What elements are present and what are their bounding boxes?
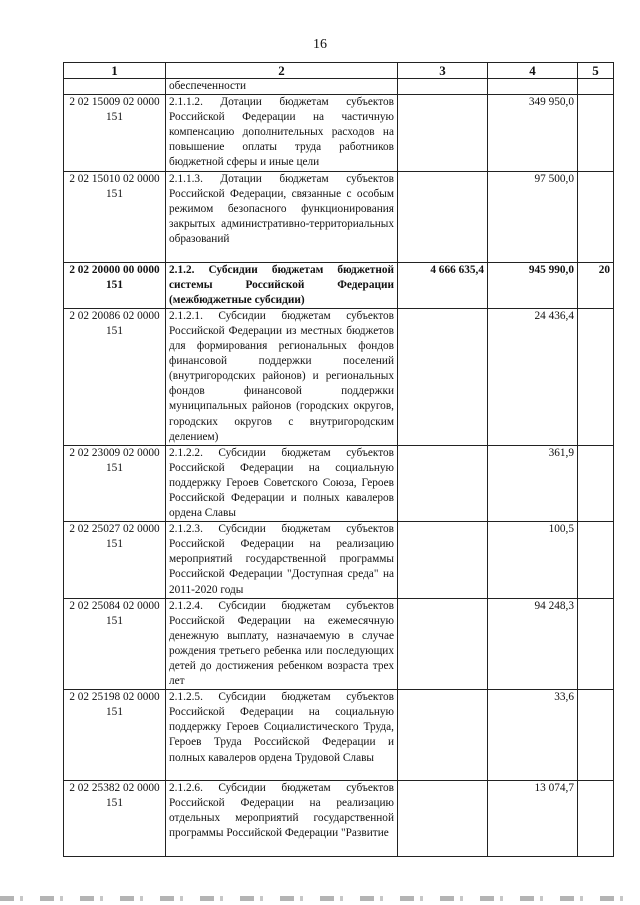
scan-edge-artifact: [0, 896, 640, 901]
description-cell: 2.1.1.2. Дотации бюджетам субъектов Российской Федерации на частичную компенсацию дополнительных расходов на повышение оплаты труда работников бюджетной сферы и иные цели: [166, 95, 398, 171]
amount-col3-cell: 4 666 635,4: [398, 262, 488, 308]
amount-col4-cell: 94 248,3: [488, 598, 578, 690]
index-col5-cell: [578, 171, 614, 262]
code-cell: 2 02 25198 02 0000 151: [64, 690, 166, 781]
amount-col4-cell: 361,9: [488, 445, 578, 521]
description-cell: 2.1.2.2. Субсидии бюджетам субъектов Российской Федерации на социальную поддержку Героев Советского Союза, Героев Российской Федерации и полных кавалеров ордена Славы: [166, 445, 398, 521]
table-row: [64, 171, 614, 262]
amount-col4-cell: 13 074,7: [488, 781, 578, 857]
description-cell: обеспеченности: [166, 79, 398, 95]
description-cell: 2.1.2. Субсидии бюджетам бюджетной системы Российской Федерации (межбюджетные субсидии): [166, 262, 398, 308]
header-col-5: 5: [578, 63, 614, 79]
code-cell: 2 02 15009 02 0000 151: [64, 95, 166, 171]
table-row: [64, 522, 614, 598]
index-col5-cell: [578, 445, 614, 521]
code-cell: 2 02 15010 02 0000 151: [64, 171, 166, 262]
amount-col3-cell: [398, 95, 488, 171]
description-cell: 2.1.2.4. Субсидии бюджетам субъектов Российской Федерации на ежемесячную денежную выплату, назначаемую в случае рождения третьего ребенка или последующих детей до достижения ребенком возраста трех лет: [166, 598, 398, 690]
index-col5-cell: [578, 308, 614, 445]
budget-table: [63, 62, 614, 857]
code-cell: 2 02 25084 02 0000 151: [64, 598, 166, 690]
description-cell: 2.1.2.1. Субсидии бюджетам субъектов Российской Федерации из местных бюджетов для формирования региональных фондов финансовой поддержки поселений (внутригородских районов) и региональных фондов финансовой поддержки муниципальных районов (городских округов, городских округов с внутригородским делением): [166, 308, 398, 445]
header-col-2: 2: [166, 63, 398, 79]
code-cell: 2 02 25027 02 0000 151: [64, 522, 166, 598]
table-row: [64, 262, 614, 308]
header-col-4: 4: [488, 63, 578, 79]
index-col5-cell: [578, 690, 614, 781]
amount-col3-cell: [398, 79, 488, 95]
table-row: [64, 781, 614, 857]
amount-col3-cell: [398, 522, 488, 598]
index-col5-cell: [578, 95, 614, 171]
amount-col3-cell: [398, 171, 488, 262]
code-cell: 2 02 20000 00 0000 151: [64, 262, 166, 308]
table-row: [64, 690, 614, 781]
code-cell: 2 02 23009 02 0000 151: [64, 445, 166, 521]
index-col5-cell: [578, 79, 614, 95]
amount-col4-cell: 24 436,4: [488, 308, 578, 445]
table-row: [64, 79, 614, 95]
index-col5-cell: [578, 522, 614, 598]
table-row: [64, 598, 614, 690]
index-col5-cell: [578, 781, 614, 857]
description-cell: 2.1.1.3. Дотации бюджетам субъектов Российской Федерации, связанные с особым режимом безопасного функционирования закрытых административно-территориальных образований: [166, 171, 398, 262]
amount-col4-cell: 100,5: [488, 522, 578, 598]
amount-col3-cell: [398, 690, 488, 781]
table-row: [64, 308, 614, 445]
table-body: [64, 79, 614, 857]
amount-col4-cell: 945 990,0: [488, 262, 578, 308]
header-col-1: 1: [64, 63, 166, 79]
amount-col3-cell: [398, 598, 488, 690]
amount-col3-cell: [398, 445, 488, 521]
amount-col4-cell: 349 950,0: [488, 95, 578, 171]
description-cell: 2.1.2.5. Субсидии бюджетам субъектов Российской Федерации на социальную поддержку Героев Социалистического Труда, Героев Труда Российской Федерации и полных кавалеров ордена Трудовой Славы: [166, 690, 398, 781]
table-header-row: [64, 63, 614, 79]
index-col5-cell: [578, 598, 614, 690]
description-cell: 2.1.2.6. Субсидии бюджетам субъектов Российской Федерации на реализацию отдельных мероприятий государственной программы Российской Федерации "Развитие: [166, 781, 398, 857]
amount-col3-cell: [398, 781, 488, 857]
amount-col3-cell: [398, 308, 488, 445]
amount-col4-cell: 97 500,0: [488, 171, 578, 262]
index-col5-cell: 20: [578, 262, 614, 308]
amount-col4-cell: 33,6: [488, 690, 578, 781]
header-col-3: 3: [398, 63, 488, 79]
page-number: 16: [313, 37, 327, 52]
code-cell: 2 02 20086 02 0000 151: [64, 308, 166, 445]
description-cell: 2.1.2.3. Субсидии бюджетам субъектов Российской Федерации на реализацию мероприятий государственной программы Российской Федерации "Доступная среда" на 2011-2020 годы: [166, 522, 398, 598]
code-cell: [64, 79, 166, 95]
table-row: [64, 445, 614, 521]
code-cell: 2 02 25382 02 0000 151: [64, 781, 166, 857]
table-row: [64, 95, 614, 171]
amount-col4-cell: [488, 79, 578, 95]
